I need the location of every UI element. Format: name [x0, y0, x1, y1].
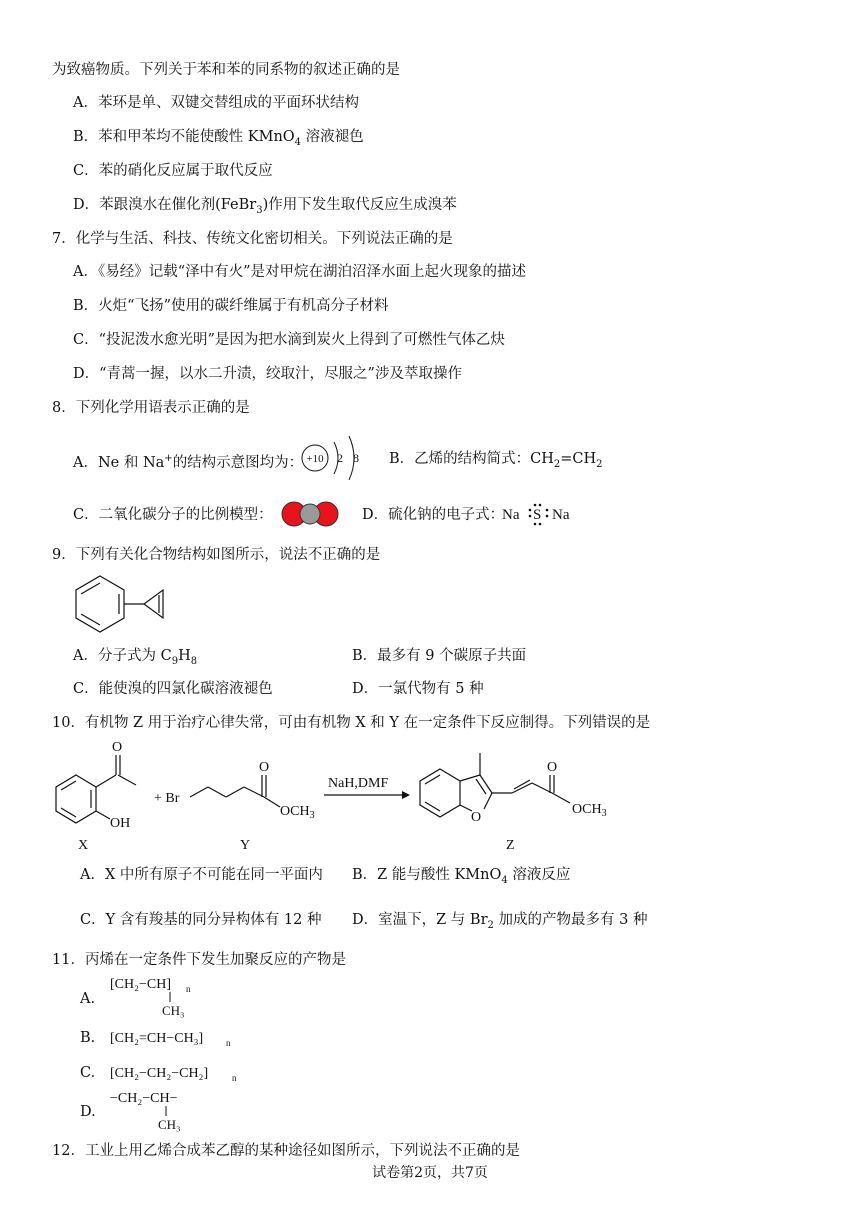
q11-option-c-structure — [108, 1059, 248, 1085]
label-y: Y — [240, 838, 251, 853]
q6-stem-tail: 为致癌物质。下列关于苯和苯的同系物的叙述正确的是 — [52, 62, 400, 78]
svg-text:−CH₂−CH−: −CH₂−CH− — [110, 1091, 178, 1106]
q10-option-d: D．室温下，Z 与 $Br_2$ 加成的产物最多有 3 种 — [352, 912, 648, 931]
svg-text:CH₃: CH₃ — [158, 1117, 181, 1132]
svg-text:O: O — [471, 810, 482, 825]
svg-text:OH: OH — [110, 816, 131, 831]
q11-option-a-label: A. — [80, 991, 96, 1007]
svg-text:NaH,DMF: NaH,DMF — [328, 776, 389, 791]
q11-option-d-structure — [108, 1084, 228, 1134]
q7-option-d: D．“青蒿一握，以水二升渍，绞取汁，尽服之”涉及萃取操作 — [73, 366, 462, 382]
q9-option-c: C．能使溴的四氯化碳溶液褪色 — [73, 681, 273, 697]
q9-option-a: A．分子式为 $C_9H_8$ — [73, 648, 198, 667]
q6-option-b: B．苯和甲苯均不能使酸性 KMnO$_4$ 溶液褪色 — [73, 129, 364, 148]
q6-option-d: D．苯跟溴水在催化剂(FeBr$_3$)作用下发生取代反应生成溴苯 — [73, 197, 457, 216]
svg-text:O: O — [547, 760, 558, 775]
q10-option-b: B．Z 能与酸性 KMnO$_4$ 溶液反应 — [352, 867, 571, 886]
svg-text:+10: +10 — [306, 453, 324, 465]
q7-stem: 7．化学与生活、科技、传统文化密切相关。下列说法正确的是 — [52, 231, 453, 247]
q12-stem: 12．工业上用乙烯合成苯乙醇的某种途径如图所示，下列说法不正确的是 — [52, 1143, 520, 1159]
svg-text:S: S — [533, 507, 542, 523]
q6-option-c: C．苯的硝化反应属于取代反应 — [73, 163, 273, 179]
q8-option-d: D．硫化钠的电子式： — [362, 507, 505, 523]
compound-z-structure — [420, 753, 607, 825]
svg-text:OCH3: $OCH_3$ — [280, 804, 315, 821]
svg-text:O: O — [112, 740, 123, 755]
q6-option-a: A．苯环是单、双键交替组成的平面环状结构 — [73, 95, 359, 111]
q7-option-b: B．火炬“飞扬”使用的碳纤维属于有机高分子材料 — [73, 298, 389, 314]
q11-option-b-structure — [108, 1024, 248, 1050]
compound-x-structure — [56, 740, 136, 831]
q11-option-c-label: C. — [80, 1065, 96, 1081]
q10-option-c: C．Y 含有羧基的同分异构体有 12 种 — [80, 912, 322, 928]
svg-text:[CH₂=CH−CH₃]: [CH₂=CH−CH₃] — [110, 1031, 204, 1046]
label-x: X — [78, 838, 89, 853]
svg-text:n: n — [226, 1038, 231, 1048]
q9-stem: 9．下列有关化合物结构如图所示，说法不正确的是 — [52, 547, 381, 563]
q7-option-a: A．《易经》记载“泽中有火”是对甲烷在湖泊沼泽水面上起火现象的描述 — [73, 264, 527, 280]
svg-text:OCH3: $OCH_3$ — [572, 802, 607, 819]
svg-text:+ Br: + Br — [154, 791, 180, 806]
q10-reaction-scheme — [40, 735, 640, 855]
svg-text:n: n — [186, 984, 191, 994]
page-footer: 试卷第2页，共7页 — [372, 1165, 488, 1181]
q8-option-b: B．乙烯的结构简式：$CH_2=CH_2$ — [389, 451, 603, 470]
svg-text:8: 8 — [353, 451, 359, 465]
svg-text:n: n — [232, 1073, 237, 1083]
q9-option-b: B．最多有 9 个碳原子共面 — [352, 648, 527, 664]
compound-y-structure — [154, 760, 315, 821]
q8-option-c: C．二氧化碳分子的比例模型： — [73, 507, 273, 523]
svg-text:[CH₂−CH₂−CH₂]: [CH₂−CH₂−CH₂] — [110, 1066, 209, 1081]
na2s-electron-formula — [500, 500, 580, 528]
svg-text:2: 2 — [337, 451, 343, 465]
q7-option-c: C．“投泥泼水愈光明”是因为把水滴到炭火上得到了可燃性气体乙炔 — [73, 332, 505, 348]
q9-option-d: D．一氯代物有 5 种 — [352, 681, 484, 697]
q11-option-d-label: D. — [80, 1104, 96, 1120]
svg-text:[CH₂−CH]: [CH₂−CH] — [110, 977, 171, 992]
q8-stem: 8．下列化学用语表示正确的是 — [52, 400, 250, 416]
label-z: Z — [506, 838, 515, 853]
atomic-structure-diagram — [298, 430, 368, 486]
q11-stem: 11．丙烯在一定条件下发生加聚反应的产物是 — [52, 952, 346, 968]
svg-text:Na: Na — [502, 507, 520, 523]
reaction-arrow — [324, 776, 410, 799]
svg-text:Na: Na — [552, 507, 570, 523]
svg-text:O: O — [259, 760, 270, 775]
phenylcyclopropene-structure — [48, 570, 178, 636]
svg-text:CH₃: CH₃ — [162, 1003, 185, 1018]
co2-space-filling-model — [280, 500, 340, 528]
q10-option-a: A．X 中所有原子不可能在同一平面内 — [80, 867, 323, 883]
q11-option-b-label: B. — [80, 1030, 96, 1046]
q11-option-a-structure — [108, 970, 228, 1020]
q8-option-a: A．Ne 和 Na+的结构示意图均为： — [73, 453, 304, 471]
q10-stem: 10．有机物 Z 用于治疗心律失常，可由有机物 X 和 Y 在一定条件下反应制得。下列错误的是 — [52, 715, 651, 731]
